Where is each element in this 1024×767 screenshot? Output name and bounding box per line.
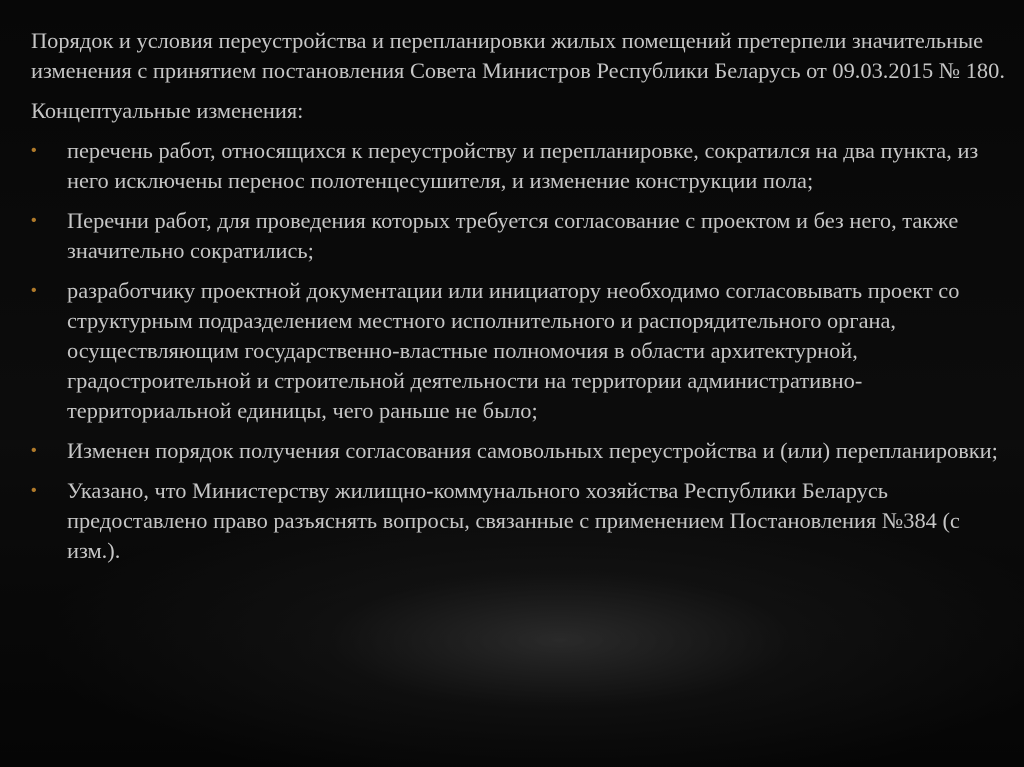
bullet-item — [31, 276, 1006, 426]
slide-content — [31, 26, 1006, 576]
bullet-icon: • — [31, 482, 37, 499]
bullet-text: перечень работ, относящихся к переустройству и перепланировке, сократился на два пункта, из него исключены перенос полотенцесушителя, и изменение конструкции пола; — [67, 138, 979, 193]
bullet-item — [31, 206, 1006, 266]
bullet-icon: • — [31, 442, 37, 459]
bullet-icon: • — [31, 282, 37, 299]
bullet-icon: • — [31, 142, 37, 159]
intro-paragraph: Порядок и условия переустройства и перепланировки жилых помещений претерпели значительные изменения с принятием постановления Совета Министров Республики Беларусь от 09.03.2015 № 180. — [31, 28, 1005, 83]
bullet-item — [31, 436, 1006, 466]
bullet-text: разработчику проектной документации или инициатору необходимо согласовывать проект со структурным подразделением местного исполнительного и распорядительного органа, осуществляющим государственно-властные полномочия в области архитектурной, градостроительной и строительной деятельности на территории административно-территориальной единицы, чего раньше не было; — [67, 278, 960, 423]
bullet-text: Указано, что Министерству жилищно-коммунального хозяйства Республики Беларусь предоставлено право разъяснять вопросы, связанные с применением Постановления №384 (с изм.). — [67, 478, 960, 563]
bullet-item — [31, 476, 1006, 566]
bullet-text: Перечни работ, для проведения которых требуется согласование с проектом и без него, также значительно сократились; — [67, 208, 959, 263]
bullet-icon: • — [31, 212, 37, 229]
bullet-list — [31, 136, 1006, 566]
bullet-item — [31, 136, 1006, 196]
subheading: Концептуальные изменения: — [31, 98, 304, 123]
bullet-text: Изменен порядок получения согласования самовольных переустройства и (или) перепланировки; — [67, 438, 998, 463]
